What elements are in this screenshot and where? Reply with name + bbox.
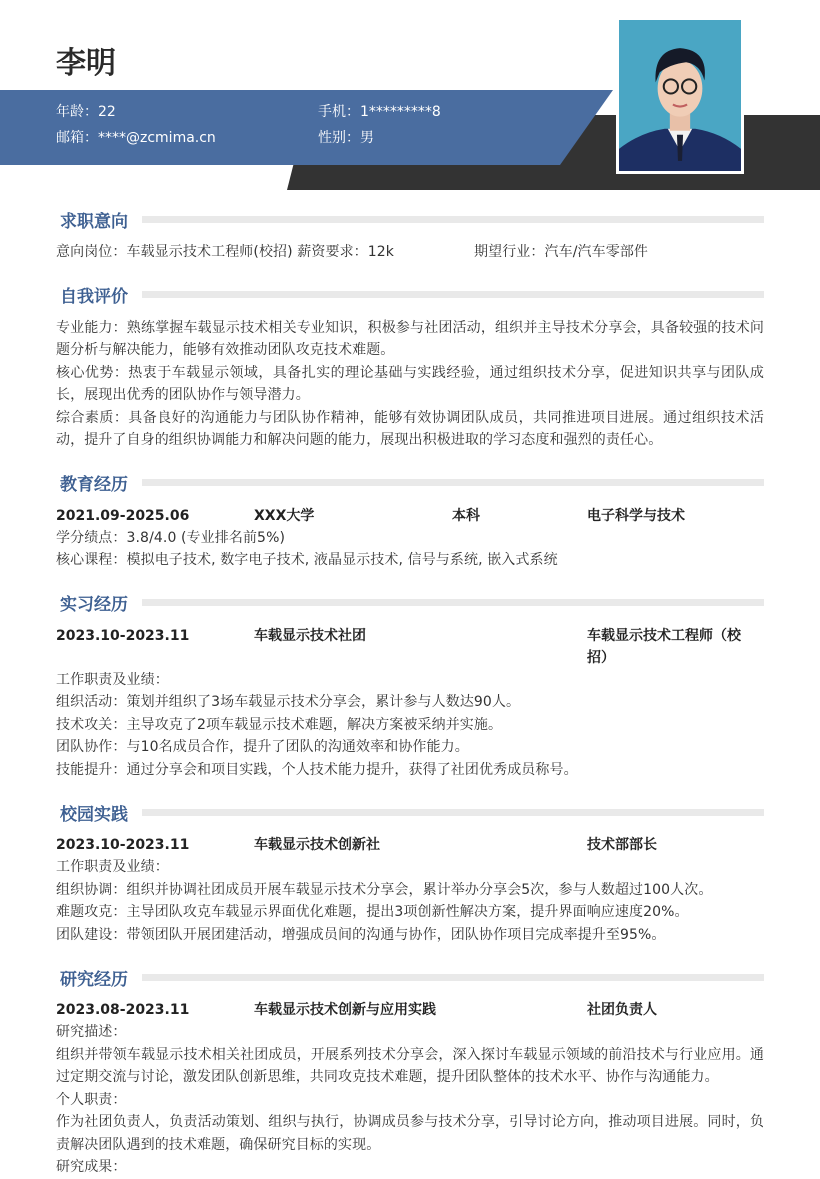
detail-line: 团队协作：与10名成员合作，提升了团队的沟通效率和协作能力。 <box>56 739 469 755</box>
section-title: 实习经历 <box>60 595 128 615</box>
gender: 性别：男 <box>318 130 374 146</box>
self-eval-line: 专业能力：熟练掌握车载显示技术相关专业知识，积极参与社团活动，组织并主导技术分享会，具备较强的技术问题分析与解决能力，能够有效推动团队攻克技术难题。 <box>56 319 764 358</box>
courses: 核心课程：模拟电子技术, 数字电子技术, 液晶显示技术, 信号与系统, 嵌入式系统 <box>56 552 558 568</box>
section-title: 自我评价 <box>60 287 128 307</box>
organization: 车载显示技术创新社 <box>254 837 380 853</box>
divider <box>142 809 764 816</box>
degree: 本科 <box>452 507 480 524</box>
self-eval-line: 综合素质：具备良好的沟通能力与团队协作精神，能够有效协调团队成员，共同推进项目进展。通过组织技术活动，提升了自身的组织协调能力和解决问题的能力，展现出积极进取的学习态度和强烈的责任心。 <box>56 409 764 448</box>
candidate-name: 李明 <box>56 46 116 81</box>
detail-line: 工作职责及业绩： <box>56 859 169 875</box>
section-header-research <box>56 962 764 992</box>
phone: 手机：1*********8 <box>318 104 441 120</box>
detail-line: 组织活动：策划并组织了3场车载显示技术分享会，累计参与人数达90人。 <box>56 694 521 710</box>
detail-line: 研究成果： <box>56 1159 127 1175</box>
date: 2021.09-2025.06 <box>56 507 190 524</box>
divider <box>142 974 764 981</box>
section-header-internship <box>56 588 764 618</box>
detail-line: 技术攻关：主导攻克了2项车载显示技术难题，解决方案被采纳并实施。 <box>56 716 503 733</box>
role: 技术部部长 <box>587 837 657 853</box>
self-eval-line: 核心优势：热衷于车载显示领域，具备扎实的理论基础与实践经验，通过组织技术分享，促进知识共享与团队成长，展现出优秀的团队协作与领导潜力。 <box>56 364 764 403</box>
school: XXX大学 <box>254 507 315 524</box>
detail-line: 难题攻克：主导团队攻克车载显示界面优化难题，提出3项创新性解决方案，提升界面响应速度20%。 <box>56 904 689 920</box>
email: 邮箱：****@zcmima.cn <box>56 130 216 146</box>
profile-photo <box>616 17 744 174</box>
education-row <box>56 505 764 527</box>
research-row <box>56 999 764 1021</box>
section-title: 校园实践 <box>60 804 128 825</box>
campus-row <box>56 834 764 856</box>
section-header-intent <box>56 204 764 234</box>
date: 2023.10-2023.11 <box>56 627 190 644</box>
section-header-education <box>56 468 764 498</box>
intended-position: 意向岗位：车载显示技术工程师(校招) 薪资要求：12k <box>56 244 394 260</box>
detail-line: 团队建设：带领团队开展团建活动，增强成员间的沟通与协作，团队协作项目完成率提升至95%。 <box>56 926 666 943</box>
divider <box>142 291 764 298</box>
internship-row <box>56 625 764 669</box>
detail-line: 研究描述： <box>56 1024 127 1040</box>
divider <box>142 216 764 223</box>
detail-line: 技能提升：通过分享会和项目实践，个人技术能力提升，获得了社团优秀成员称号。 <box>56 761 578 778</box>
role: 车载显示技术工程师（校招） <box>587 627 741 666</box>
role: 社团负责人 <box>587 1002 657 1018</box>
organization: 车载显示技术社团 <box>254 627 366 644</box>
age: 年龄：22 <box>56 104 116 120</box>
section-title: 研究经历 <box>60 969 128 990</box>
gpa: 学分绩点：3.8/4.0 (专业排名前5%) <box>56 529 286 546</box>
divider <box>142 599 764 606</box>
section-header-campus <box>56 797 764 827</box>
project: 车载显示技术创新与应用实践 <box>254 1002 436 1018</box>
detail-line: 组织协调：组织并协调社团成员开展车载显示技术分享会，累计举办分享会5次，参与人数超过100人次。 <box>56 881 713 898</box>
detail-line: 工作职责及业绩： <box>56 671 169 688</box>
section-title: 求职意向 <box>60 211 128 232</box>
detail-line: 组织并带领车载显示技术相关社团成员，开展系列技术分享会，深入探讨车载显示领域的前沿技术与行业应用。通过定期交流与讨论，激发团队创新思维，共同攻克技术难题，提升团队整体的技术水平、协作与沟通能力。 <box>56 1046 764 1085</box>
major: 电子科学与技术 <box>587 507 685 524</box>
intended-industry: 期望行业：汽车/汽车零部件 <box>474 244 649 260</box>
date: 2023.10-2023.11 <box>56 837 190 853</box>
date: 2023.08-2023.11 <box>56 1002 190 1018</box>
section-title: 教育经历 <box>60 475 128 495</box>
section-header-self <box>56 280 764 310</box>
detail-line: 个人职责： <box>56 1091 127 1108</box>
divider <box>142 479 764 486</box>
detail-line: 作为社团负责人，负责活动策划、组织与执行，协调成员参与技术分享，引导讨论方向，推动项目进展。同时，负责解决团队遇到的技术难题，确保研究目标的实现。 <box>56 1114 764 1153</box>
resume-body <box>56 204 764 1179</box>
